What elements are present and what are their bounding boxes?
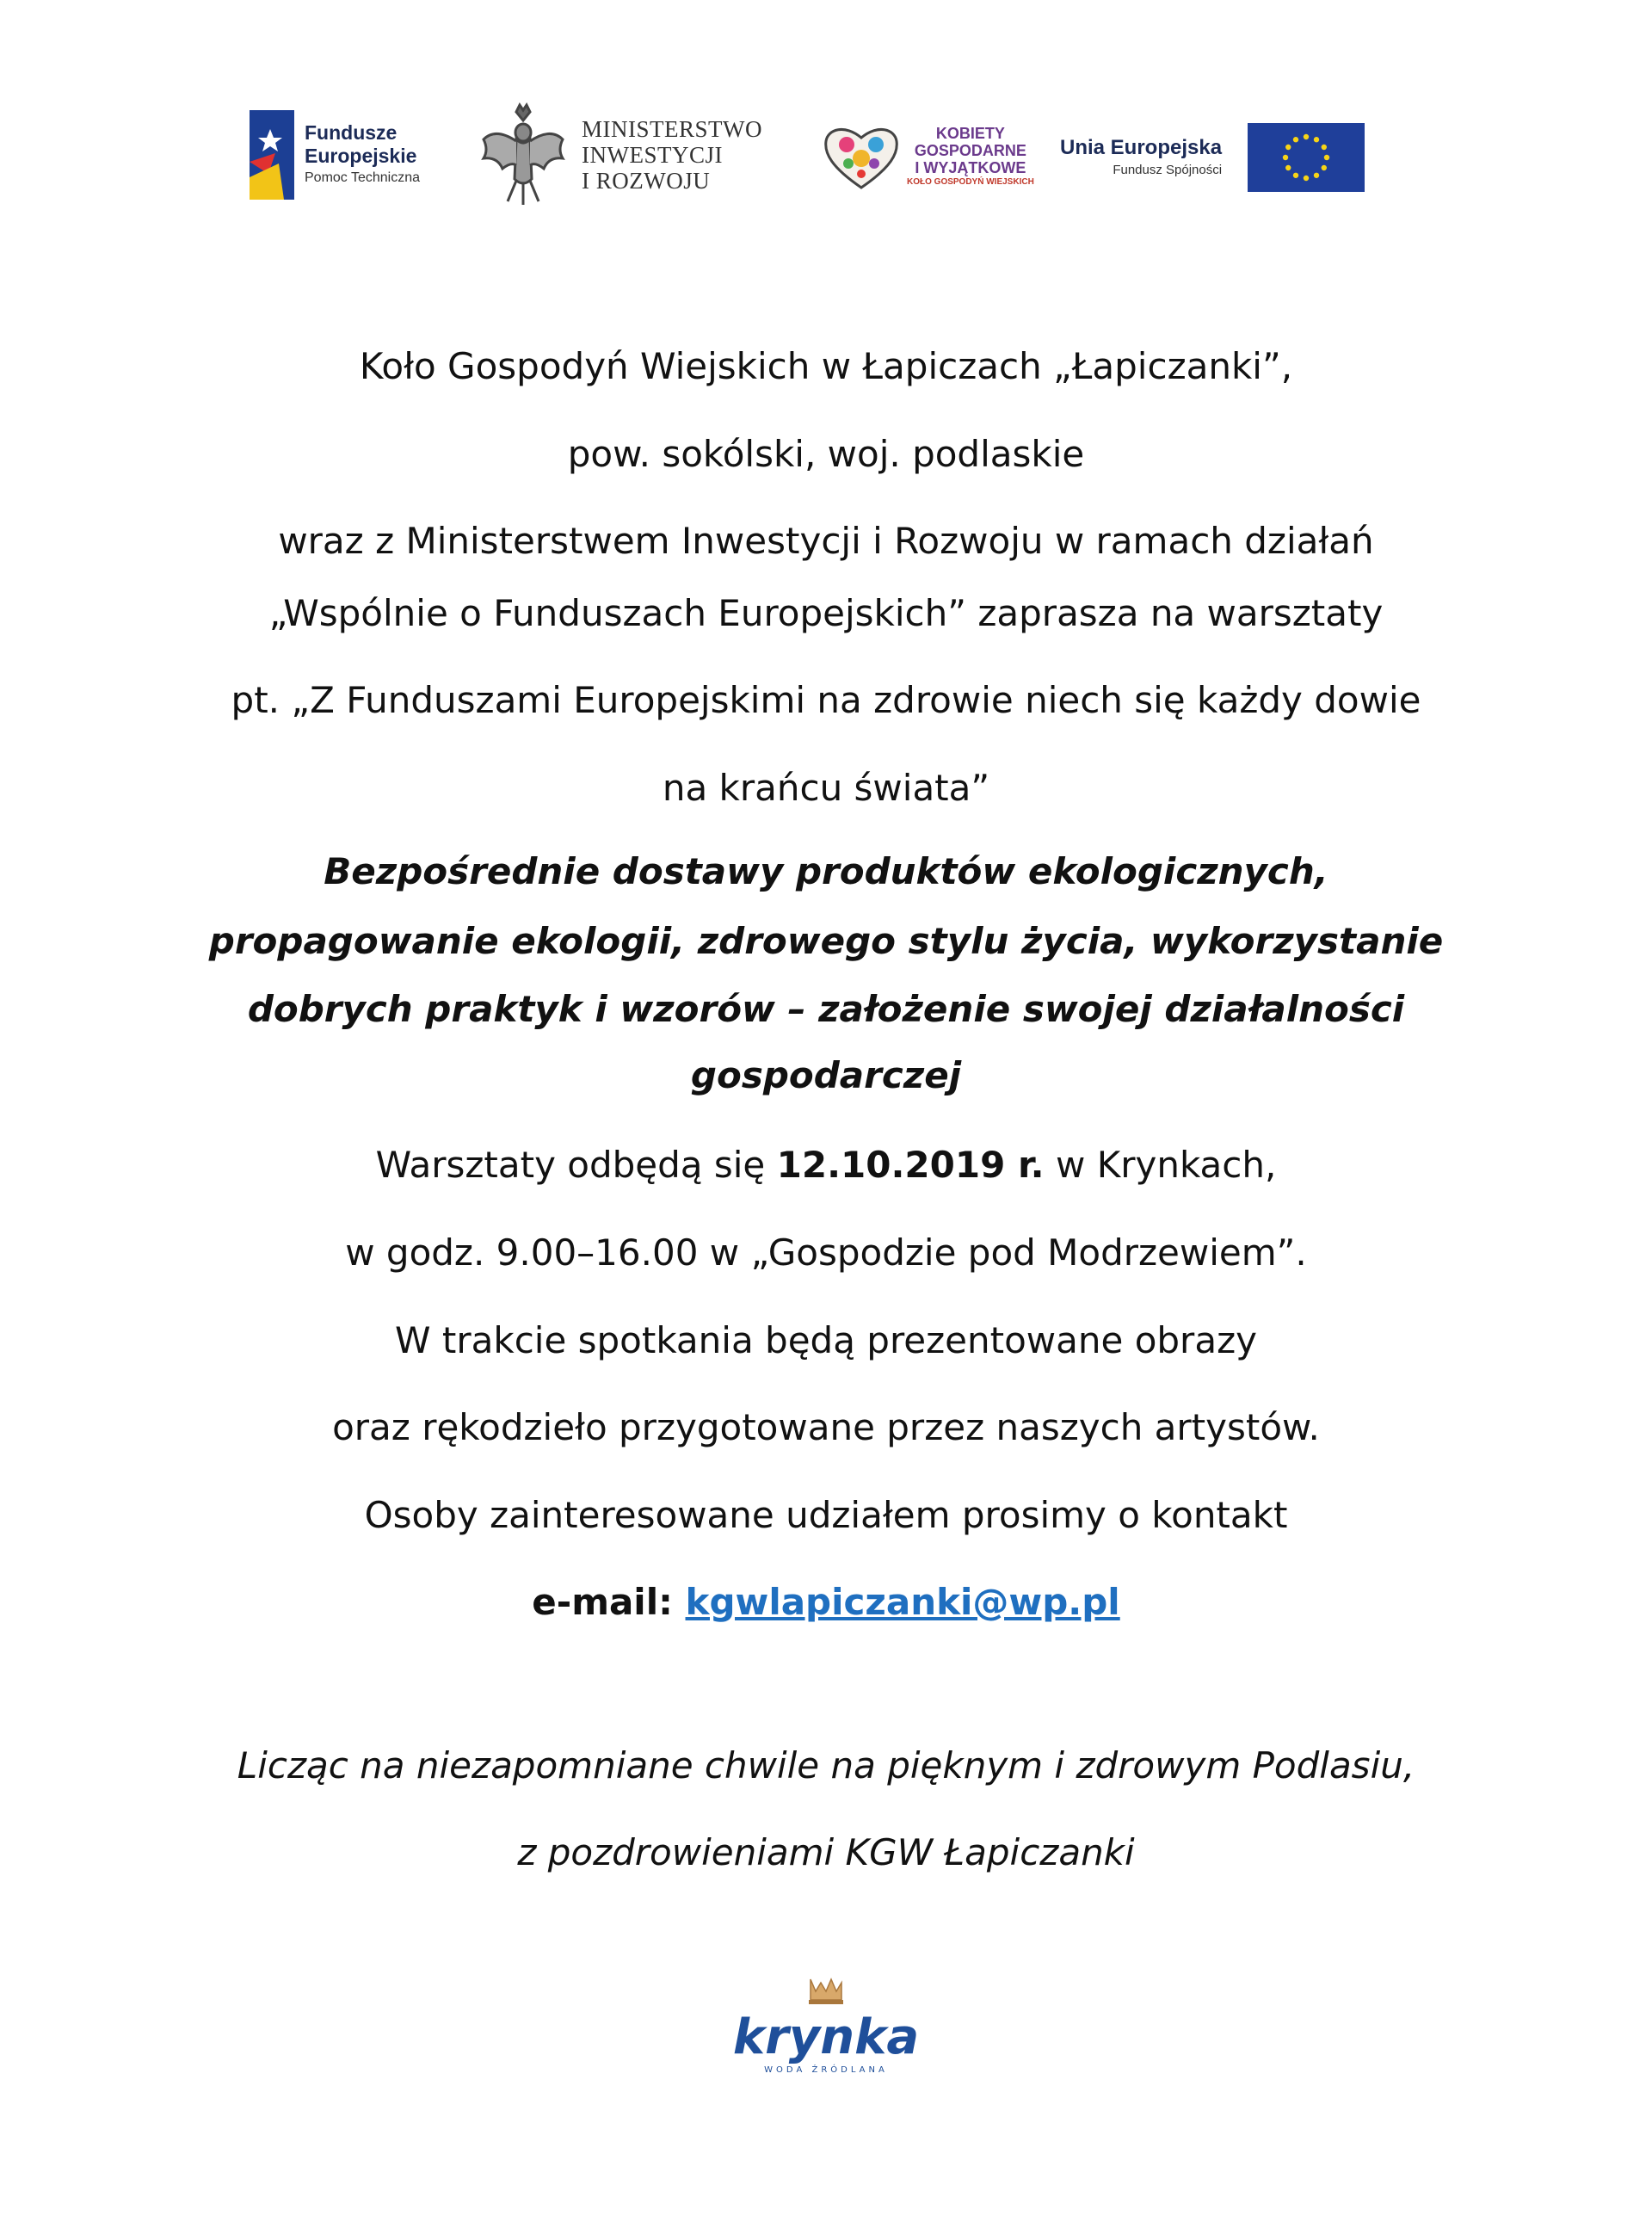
date-line [0,1141,1652,1189]
fundusze-line1: Fundusze [305,121,398,144]
kgw-line4: KOŁO GOSPODYŃ WIEJSKICH [907,177,1034,187]
ministerstwo-line2: INWESTYCJI [582,142,723,168]
logo-strip [0,102,1652,208]
email-label: e-mail: [532,1581,686,1623]
fundusze-europejskie-logo [250,110,420,200]
ue-line2: Fundusz Spójności [1113,163,1223,177]
intro-line-6: na krańcu świata” [662,767,990,809]
fundusze-europejskie-icon [250,110,294,200]
kgw-logo [823,120,1034,193]
hours-line: w godz. 9.00–16.00 w „Gospodzie pod Modrzewiem”. [345,1231,1307,1274]
headline-line-2: propagowanie ekologii, zdrowego stylu życia, wykorzystanie [208,920,1444,962]
folk-heart-icon [823,122,900,191]
fundusze-line3: Pomoc Techniczna [305,170,420,185]
eu-star-icon [1285,165,1291,170]
ue-line1: Unia Europejska [1060,136,1223,159]
details-line-4: oraz rękodzieło przygotowane przez naszych artystów. [332,1406,1320,1448]
krynka-wordmark: krynka [732,2009,920,2065]
krynka-tagline: WODA ŹRÓDLANA [764,2065,888,2075]
eu-star-icon [1293,173,1298,178]
eu-star-icon [1324,155,1329,160]
krynka-logo [711,1976,941,2077]
date-prefix: Warsztaty odbędą się [375,1144,777,1186]
details-line-5: Osoby zainteresowane udziałem prosimy o kontakt [364,1494,1288,1536]
eu-star-icon [1314,173,1319,178]
ministerstwo-line3: I ROZWOJU [582,168,711,194]
eu-flag-icon [1248,123,1365,192]
fundusze-line2: Europejskie [305,145,417,167]
intro-line-2: pow. sokólski, woj. podlaskie [567,433,1085,475]
headline-line-1: Bezpośrednie dostawy produktów ekologicznych, [324,850,1328,892]
ministerstwo-line1: MINISTERSTWO [582,116,762,142]
closing-line-1: Licząc na niezapomniane chwile na pięknym i zdrowym Podlasiu, [237,1744,1415,1787]
eu-star-icon [1283,155,1288,160]
eu-star-icon [1293,137,1298,142]
kgw-line2: GOSPODARNE [914,142,1026,159]
email-link[interactable]: kgwlapiczanki@wp.pl [685,1581,1120,1623]
eu-star-icon [1304,134,1309,139]
event-date: 12.10.2019 r. [776,1144,1045,1186]
intro-line-5: pt. „Z Funduszami Europejskimi na zdrowie niech się każdy dowie [231,679,1421,721]
headline-line-3: dobrych praktyk i wzorów – założenie swojej działalności [247,988,1405,1030]
eagle-emblem-icon [478,102,568,208]
crown-icon [809,1979,843,2004]
eu-star-icon [1314,137,1319,142]
kgw-line3: I WYJĄTKOWE [915,159,1026,176]
intro-line-4: „Wspólnie o Funduszach Europejskich” zaprasza na warsztaty [268,592,1384,634]
eu-star-icon [1322,145,1327,150]
unia-europejska-logo [1060,120,1365,194]
closing-line-2: z pozdrowieniami KGW Łapiczanki [517,1831,1135,1873]
kgw-line1: KOBIETY [935,125,1005,142]
intro-line-1: Koło Gospodyń Wiejskich w Łapiczach „Łapiczanki”, [359,345,1293,387]
eu-star-icon [1322,165,1327,170]
intro-line-3: wraz z Ministerstwem Inwestycji i Rozwoju w ramach działań [278,520,1374,562]
headline-line-4: gospodarczej [690,1054,962,1096]
ministerstwo-logo [478,102,762,208]
date-suffix: w Krynkach, [1044,1144,1277,1186]
email-line [0,1578,1652,1626]
details-line-3: W trakcie spotkania będą prezentowane obrazy [395,1319,1257,1361]
eu-star-icon [1304,176,1309,181]
eu-star-icon [1285,145,1291,150]
